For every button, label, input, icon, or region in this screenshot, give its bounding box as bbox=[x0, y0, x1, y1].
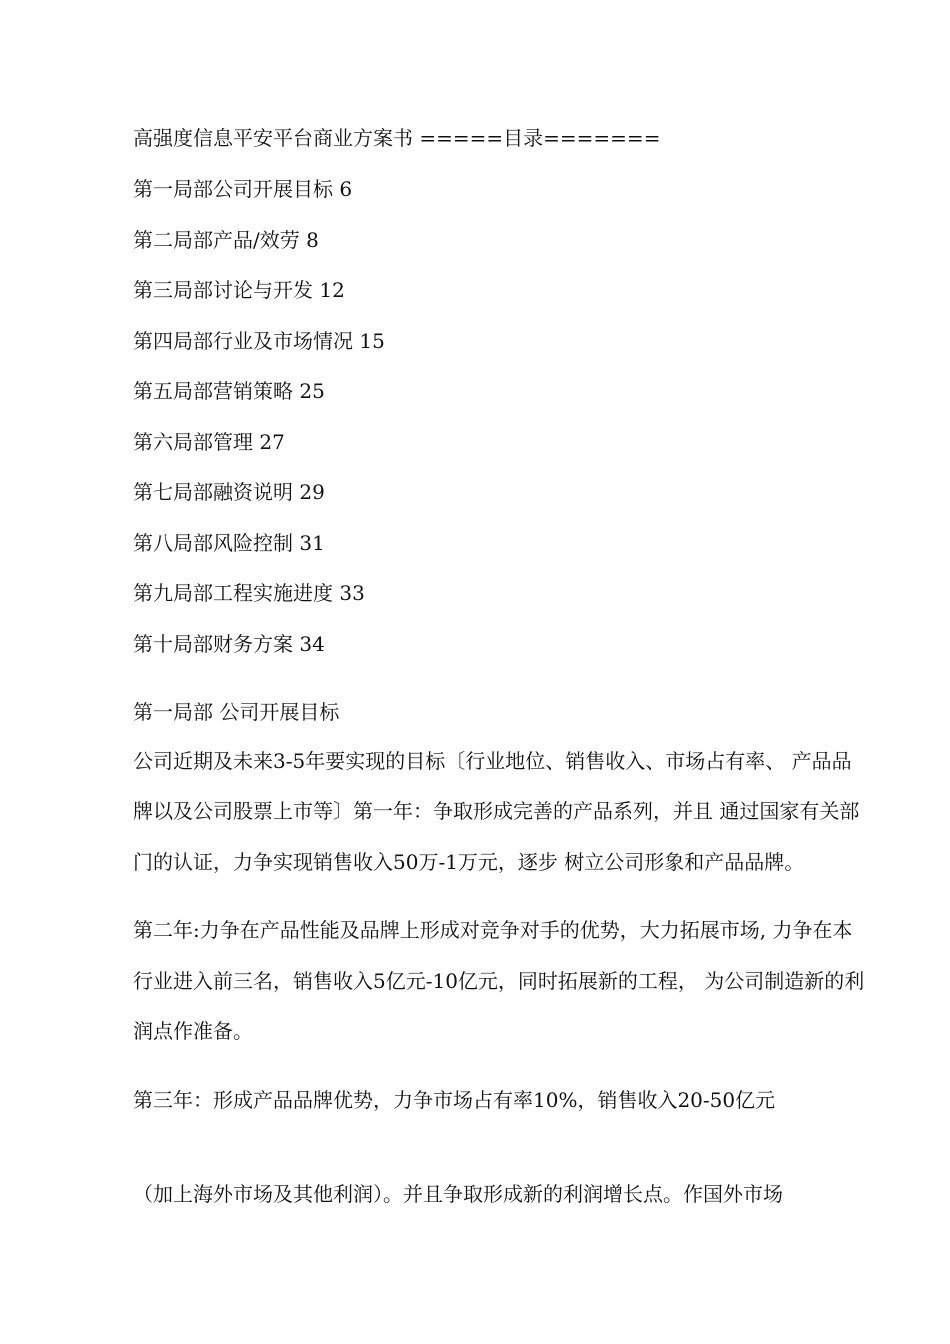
toc-item: 第一局部公司开展目标 6 bbox=[133, 177, 353, 201]
toc-title: 高强度信息平安平台商业方案书 =====目录======= bbox=[133, 126, 661, 150]
body-paragraph: 公司近期及未来3-5年要实现的目标〔行业地位、销售收入、市场占有率、 产品品牌以及公司股票上市等〕第一年：争取形成完善的产品系列，并且 通过国家有关部门的认证，力争实现销售收入50万-1万元，逐步 树立公司形象和产品品牌。 bbox=[133, 748, 860, 874]
toc-item: 第七局部融资说明 29 bbox=[133, 480, 325, 504]
toc-item: 第九局部工程实施进度 33 bbox=[133, 581, 365, 605]
toc-item: 第四局部行业及市场情况 15 bbox=[133, 328, 385, 353]
body-paragraph: 第三年：形成产品品牌优势，力争市场占有率10%，销售收入20-50亿元 bbox=[133, 1087, 776, 1112]
toc-item: 第三局部讨论与开发 12 bbox=[133, 278, 345, 302]
document-page bbox=[133, 122, 868, 1238]
toc-item: 第八局部风险控制 31 bbox=[133, 530, 325, 555]
toc-item: 第二局部产品/效劳 8 bbox=[133, 227, 319, 252]
body-paragraph: （加上海外市场及其他利润）。并且争取形成新的利润增长点。作国外市场 bbox=[133, 1182, 783, 1206]
toc-item: 第十局部财务方案 34 bbox=[133, 631, 325, 656]
section-heading: 第一局部 公司开展目标 bbox=[133, 699, 340, 724]
paragraph-gap bbox=[133, 1143, 868, 1169]
toc-item: 第六局部管理 27 bbox=[133, 429, 285, 454]
body-paragraph: 第二年:力争在产品性能及品牌上形成对竞争对手的优势，大力拓展市场, 力争在本行业进入前三名，销售收入5亿元-10亿元，同时拓展新的工程， 为公司制造新的利润点作准备。 bbox=[133, 918, 865, 1043]
toc-item: 第五局部营销策略 25 bbox=[133, 379, 325, 403]
